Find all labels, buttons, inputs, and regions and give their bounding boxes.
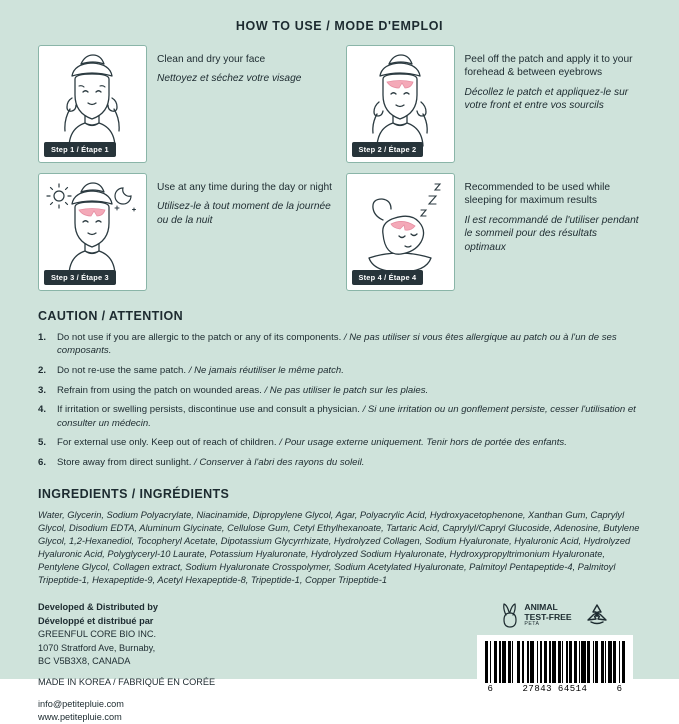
step-4-text [455, 173, 642, 254]
company-address-line-1: 1070 Stratford Ave, Burnaby, [38, 642, 156, 653]
step-1 [38, 45, 334, 163]
barcode-main-digits: 27843 64514 [522, 684, 588, 695]
step-4-label: Step 4 / Étape 4 [352, 270, 424, 285]
caution-item-fr: / Si une irritation ou un gonflement persiste, cesser l'utilisation et consulter un médecin. [57, 404, 636, 429]
ingredients-section [0, 487, 679, 587]
step-3 [38, 173, 334, 291]
caution-item [38, 403, 641, 429]
page-title: HOW TO USE / MODE D'EMPLOI [235, 19, 444, 33]
footer-company-info [38, 601, 215, 724]
step-3-label: Step 3 / Étape 3 [44, 270, 116, 285]
caution-item-fr: / Ne pas utiliser si vous êtes allergique au patch ou à l'un de ses composants. [57, 332, 617, 357]
step-2-text [455, 45, 642, 113]
contact-email[interactable]: info@petitepluie.com [38, 698, 124, 709]
caution-item-number: 6. [38, 457, 47, 469]
step-3-text-fr: Utilisez-le à tout moment de la journée ou de la nuit [157, 201, 331, 226]
step-1-text [147, 45, 301, 86]
recycle-icon [584, 602, 610, 628]
caution-item-fr: / Ne jamais réutiliser le même patch. [188, 364, 344, 376]
barcode [477, 635, 632, 696]
footer [38, 601, 641, 724]
footer-badges-barcode [469, 601, 641, 696]
step-3-text [147, 173, 334, 227]
step-2-text-fr: Décollez le patch et appliquez-le sur votre front et entre vos sourcils [464, 86, 629, 112]
step-4-illustration-card [346, 173, 455, 291]
caution-item-en: If irritation or swelling persists, discontinue use and consult a physician. [57, 404, 360, 416]
animal-badge-line-1: ANIMAL [524, 601, 558, 612]
caution-item-number: 5. [38, 437, 47, 449]
caution-section [0, 309, 679, 469]
caution-item-number: 3. [38, 384, 47, 396]
company-address-line-2: BC V5B3X8, CANADA [38, 655, 131, 666]
barcode-digits [485, 683, 624, 694]
caution-item-en: For external use only. Keep out of reach of children. [57, 437, 277, 449]
caution-item-en: Do not use if you are allergic to the patch or any of its components. [57, 332, 342, 343]
rabbit-icon [500, 601, 520, 629]
step-1-text-fr: Nettoyez et séchez votre visage [157, 73, 302, 85]
contact-website[interactable]: www.petitepluie.com [38, 711, 122, 722]
step-2 [346, 45, 642, 163]
caution-list [38, 331, 641, 469]
step-4-text-en: Recommended to be used while sleeping for maximum results [464, 182, 611, 207]
step-3-illustration-card [38, 173, 147, 291]
caution-item-en: Do not re-use the same patch. [57, 364, 187, 376]
caution-item [38, 364, 641, 377]
ingredients-title: INGREDIENTS / INGRÉDIENTS [38, 487, 230, 502]
caution-item [38, 331, 641, 357]
step-2-text-en: Peel off the patch and apply it to your forehead & between eyebrows [464, 54, 633, 79]
zzz-icon [421, 184, 440, 216]
developed-line-fr: Développé et distribué par [38, 615, 154, 626]
caution-title: CAUTION / ATTENTION [38, 309, 184, 323]
animal-test-free-text [524, 603, 571, 628]
step-4 [346, 173, 642, 291]
caution-item-fr: / Conserver à l'abri des rayons du soleil. [194, 457, 365, 469]
company-name: GREENFUL CORE BIO INC. [38, 629, 157, 640]
how-to-use-steps [0, 45, 679, 291]
ingredients-body: Water, Glycerin, Sodium Polyacrylate, Niacinamide, Dipropylene Glycol, Agar, Polyacrylic Acid, Hydroxyacetophenone, Xanthan Gum, Caprylyl Glycol, Disodium EDTA, Aluminum Glycinate, Cellulose Gum, Cetyl Ethylhexanoate, Tartaric Acid, Caprylyl/Capryl Glucoside, Adenosine, Butylene Glycol, 1,2-Hexanediol, Tocopheryl Acetate, Dipotassium Glycyrrhizate, Hydrolyzed Collagen, Sodium Hyaluronate, Hyaluronic Acid, Hydrolyzed Hyaluronic Acid, Polyglyceryl-10 Laurate, Potassium Hyaluronate, Hydrolyzed Sodium Hyaluronate, Hydroxypropyltrimonium Hyaluronate, Pentylene Glycol, Collagen extract, Sodium Hyaluronate Crosspolymer, Sodium Acetylated Hyaluronate, Palmitoyl Pentapeptide-4, Palmitoyl Tripeptide-1, Hexapeptide-9, Acetyl Hexapeptide-8, Tripeptide-1, Copper Tripeptide-1 [38, 510, 640, 586]
step-1-illustration-card [38, 45, 147, 163]
step-2-illustration-card [346, 45, 455, 163]
developed-line-en: Developed & Distributed by [38, 602, 158, 613]
caution-item-fr: / Pour usage externe uniquement. Tenir hors de portée des enfants. [279, 437, 567, 449]
caution-item-en: Refrain from using the patch on wounded areas. [57, 384, 262, 396]
certification-badges [469, 601, 641, 629]
animal-badge-line-2: TEST-FREE [524, 611, 572, 622]
barcode-left-digit: 6 [487, 684, 494, 695]
step-1-text-en: Clean and dry your face [157, 54, 266, 65]
caution-item [38, 456, 641, 469]
moon-icon [115, 188, 131, 204]
caution-item-number: 2. [38, 364, 47, 376]
step-1-label: Step 1 / Étape 1 [44, 142, 116, 157]
step-3-text-en: Use at any time during the day or night [157, 182, 332, 193]
animal-badge-sub: PETA [524, 621, 540, 628]
made-in-label: MADE IN KOREA / FABRIQUÉ EN CORÉE [38, 677, 216, 688]
animal-test-free-badge [500, 601, 571, 629]
sun-icon [47, 184, 71, 208]
barcode-right-digit: 6 [616, 684, 623, 695]
stars-icon [115, 206, 136, 211]
barcode-bars [485, 641, 624, 683]
caution-item [38, 384, 641, 397]
caution-item-en: Store away from direct sunlight. [57, 457, 192, 469]
caution-item [38, 436, 641, 449]
caution-item-number: 1. [38, 332, 47, 343]
caution-item-fr: / Ne pas utiliser le patch sur les plaies. [264, 384, 429, 396]
footer-spacer-2 [38, 690, 215, 698]
footer-spacer [38, 668, 215, 676]
step-2-label: Step 2 / Étape 2 [352, 142, 424, 157]
step-4-text-fr: Il est recommandé de l'utiliser pendant le sommeil pour des résultats optimaux [464, 214, 639, 253]
caution-item-number: 4. [38, 404, 47, 416]
